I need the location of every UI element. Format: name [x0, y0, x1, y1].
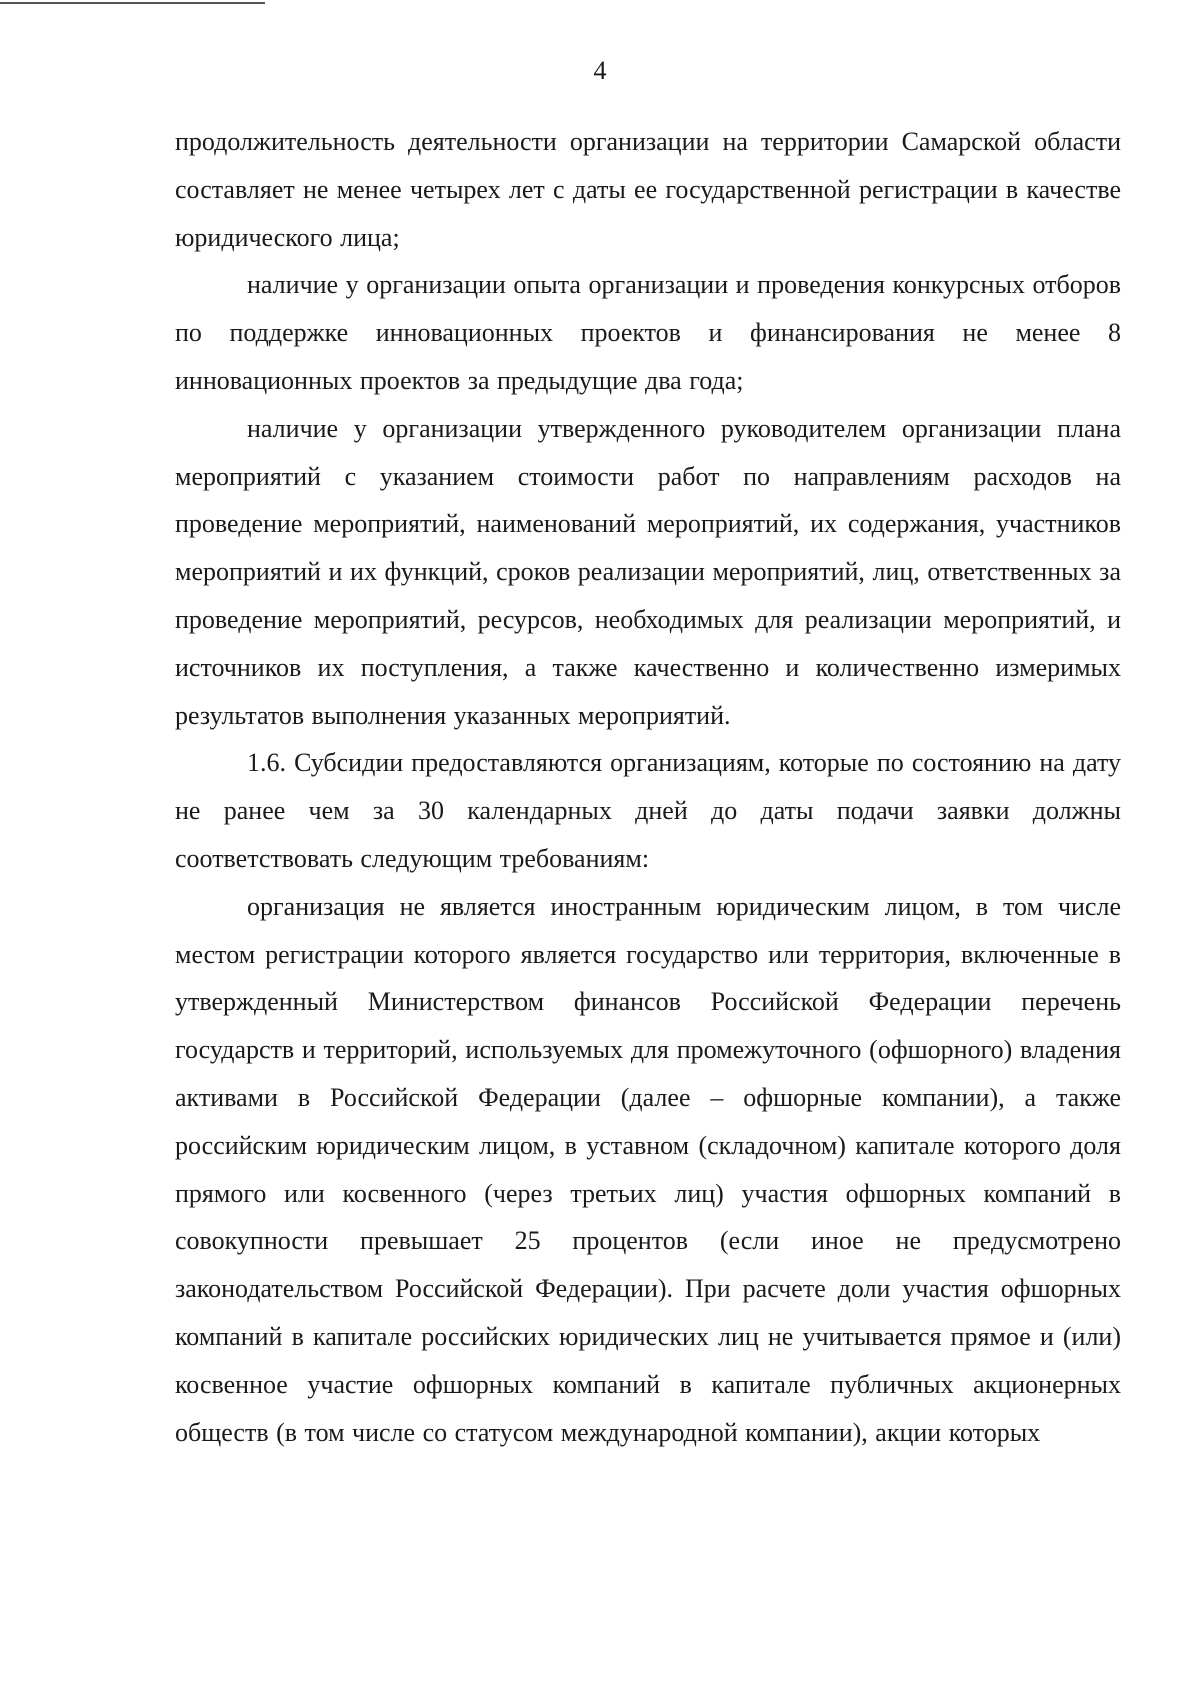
paragraph-offshore-requirement: организация не является иностранным юридическим лицом, в том числе местом регистрации которого является государство или территория, включенные в утвержденный Министерством финансов Российской Федерации перечень государств и территорий, используемых для промежуточного (офшорного) владения активами в Российской Федерации (далее – офшорные компании), а также российским юридическим лицом, в уставном (складочном) капитале которого доля прямого или косвенного (через третьих лиц) участия офшорных компаний в совокупности превышает 25 процентов (если иное не предусмотрено законодательством Российской Федерации). При расчете доли участия офшорных компаний в капитале российских юридических лиц не учитывается прямое и (или) косвенное участие офшорных компаний в капитале публичных акционерных обществ (в том числе со статусом международной компании), акции которых: [175, 891, 1121, 1447]
page-number: 4: [593, 56, 607, 85]
top-edge-rule: [0, 2, 265, 4]
paragraph-1-6-requirements: 1.6. Субсидии предоставляются организациям, которые по состоянию на дату не ранее чем за 30 календарных дней до даты подачи заявки должны соответствовать следующим требованиям:: [175, 748, 1121, 873]
paragraph-activity-duration: продолжительность деятельности организации на территории Самарской области составляет не менее четырех лет с даты ее государственной регистрации в качестве юридического лица;: [175, 127, 1121, 252]
paragraph-competition-experience: наличие у организации опыта организации и проведения конкурсных отборов по поддержке инновационных проектов и финансирования не менее 8 инновационных проектов за предыдущие два года;: [175, 270, 1121, 395]
paragraph-action-plan: наличие у организации утвержденного руководителем организации плана мероприятий с указанием стоимости работ по направлениям расходов на проведение мероприятий, наименований мероприятий, их содержания, участников мероприятий и их функций, сроков реализации мероприятий, лиц, ответственных за проведение мероприятий, ресурсов, необходимых для реализации мероприятий, и источников их поступления, а также качественно и количественно измеримых результатов выполнения указанных мероприятий.: [175, 413, 1121, 730]
document-body: [175, 118, 1121, 1456]
